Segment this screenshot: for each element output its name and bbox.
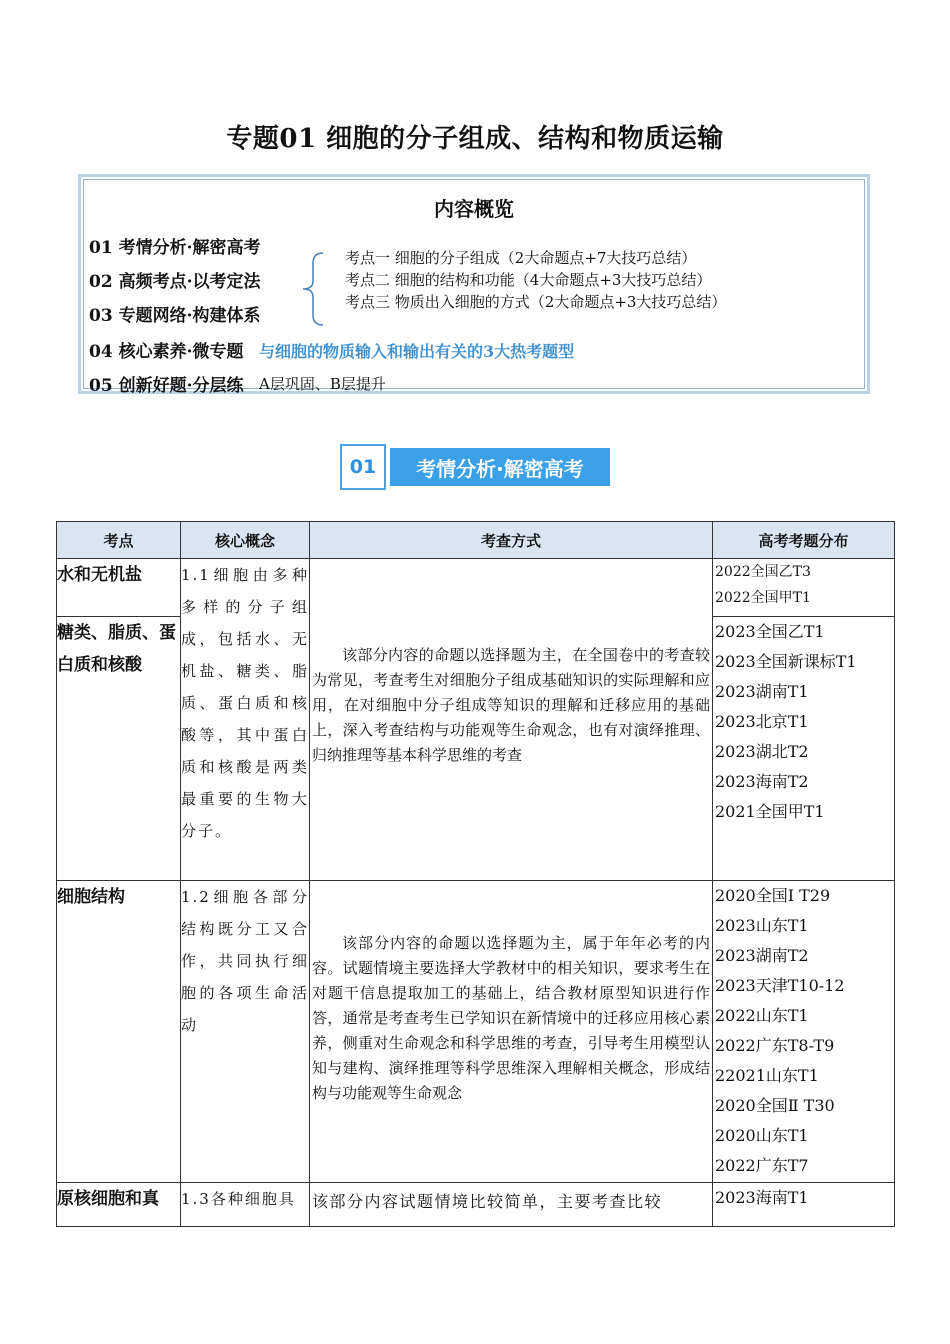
page-title: 专题01 细胞的分子组成、结构和物质运输 (226, 124, 724, 154)
exam-analysis-table (56, 521, 895, 1227)
dist-cell-3 (713, 1183, 895, 1227)
dist-item: 2023湖北T2 (715, 742, 809, 761)
dist-item: 2020全国Ⅰ T29 (715, 886, 831, 905)
overview-subpoint-1: 考点一 细胞的分子组成（2大命题点+7大技巧总结） (345, 249, 697, 267)
dist-item: 2023全国新课标T1 (715, 652, 857, 671)
dist-cell-1a (713, 559, 895, 617)
kp-prokaryote: 原核细胞和真 (57, 1183, 181, 1227)
dist-item: 2023海南T1 (715, 1188, 809, 1207)
kp-cell-structure: 细胞结构 (57, 881, 181, 1183)
concept-3: 1.3各种细胞具 (181, 1183, 310, 1227)
content-overview-box (78, 174, 870, 394)
dist-item: 2022山东T1 (715, 1006, 809, 1025)
dist-item: 2023山东T1 (715, 916, 809, 935)
header-method: 考查方式 (310, 522, 713, 559)
header-kp: 考点 (57, 522, 181, 559)
overview-subpoint-2: 考点二 细胞的结构和功能（4大命题点+3大技巧总结） (345, 271, 712, 289)
method-1: 该部分内容的命题以选择题为主，在全国卷中的考查较为常见，考查考生对细胞分子组成基础知识的实际理解和应用，在对细胞中分子组成等知识的理解和迁移应用的基础上，深入考查结构与功能观等生命观念，也有对演绎推理、归纳推理等基本科学思维的考查 (312, 646, 710, 764)
overview-heading: 内容概览 (434, 197, 514, 221)
dist-item: 2020全国Ⅱ T30 (715, 1096, 835, 1115)
concept-2: 1.2细胞各部分结构既分工又合作，共同执行细胞的各项生命活动 (181, 881, 310, 1183)
method-cell-2 (310, 881, 713, 1183)
method-2: 该部分内容的命题以选择题为主，属于年年必考的内容。试题情境主要选择大学教材中的相关知识，要求考生在对题干信息提取加工的基础上，结合教材原型知识进行作答，通常是考查考生已学知识在新情境中的迁移应用核心素养，侧重对生命观念和科学思维的考查，引导考生用模型认知与建构、演绎推理等科学思维深入理解相关概念，形成结构与功能观等生命观念 (312, 934, 710, 1102)
dist-item: 2020山东T1 (715, 1126, 809, 1145)
dist-item: 22021山东T1 (715, 1066, 819, 1085)
overview-item-1: 01 考情分析·解密高考 (89, 238, 261, 258)
dist-item: 2022全国甲T1 (715, 590, 811, 606)
dist-cell-2 (713, 881, 895, 1183)
overview-item-4: 04 核心素养·微专题 (89, 342, 244, 362)
section-label: 考情分析·解密高考 (390, 448, 610, 486)
method-cell-1 (310, 559, 713, 881)
dist-item: 2022广东T7 (715, 1156, 809, 1175)
overview-subpoint-3: 考点三 物质出入细胞的方式（2大命题点+3大技巧总结） (345, 293, 727, 311)
concept-1: 1.1细胞由多种多样的分子组成，包括水、无机盐、糖类、脂质、蛋白质和核酸等，其中蛋白质和核酸是两类最重要的生物大分子。 (181, 559, 310, 881)
dist-item: 2023北京T1 (715, 712, 809, 731)
method-3: 该部分内容试题情境比较简单，主要考查比较 (312, 1192, 663, 1211)
dist-item: 2023湖南T1 (715, 682, 809, 701)
overview-item-5: 05 创新好题·分层练 (89, 376, 244, 396)
dist-item: 2023湖南T2 (715, 946, 809, 965)
dist-item: 2023海南T2 (715, 772, 809, 791)
brace-icon (291, 249, 331, 329)
kp-biomolecules: 糖类、脂质、蛋白质和核酸 (57, 617, 181, 881)
header-distribution: 高考考题分布 (713, 522, 895, 559)
section-number: 01 (340, 444, 386, 490)
section-banner (340, 444, 610, 490)
overview-item-2: 02 高频考点·以考定法 (89, 272, 261, 292)
overview-item-5-note: A层巩固、B层提升 (259, 375, 386, 393)
dist-item: 2022广东T8-T9 (715, 1036, 835, 1055)
overview-item-4-note: 与细胞的物质输入和输出有关的3大热考题型 (259, 342, 575, 361)
dist-item: 2021全国甲T1 (715, 802, 825, 821)
header-concept: 核心概念 (181, 522, 310, 559)
method-cell-3 (310, 1183, 713, 1227)
dist-item: 2022全国乙T3 (715, 564, 811, 580)
dist-cell-1b (713, 617, 895, 881)
dist-item: 2023天津T10-12 (715, 976, 845, 995)
kp-water-salts: 水和无机盐 (57, 559, 181, 617)
dist-item: 2023全国乙T1 (715, 622, 825, 641)
overview-item-3: 03 专题网络·构建体系 (89, 306, 261, 326)
